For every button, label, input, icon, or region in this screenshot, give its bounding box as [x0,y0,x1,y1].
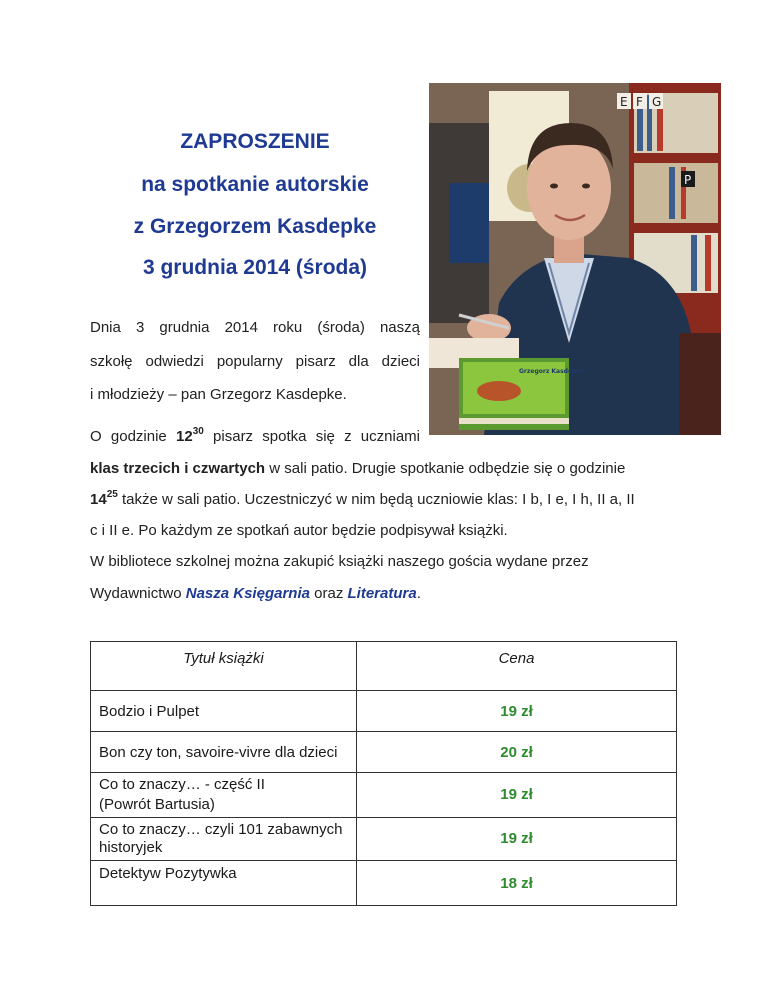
book-title: Bon czy ton, savoire-vivre dla dzieci [91,732,357,773]
book-title: Detektyw Pozytywka [91,861,357,906]
first-meeting-classes: klas trzecich i czwartych [90,460,266,477]
schedule-line-3 [90,491,677,508]
book-price: 18 zł [357,861,677,906]
library-line-2: Wydawnictwo Nasza Księgarnia oraz Literatura. [90,585,421,602]
publisher-literatura: Literatura [347,585,417,602]
second-meeting-time: $14^{25}$ [90,489,118,508]
intro-line-2: szkołę odwiedzi popularny pisarz dla dzieci [90,353,420,370]
books-price-table [90,641,677,906]
table-header-row [91,642,677,691]
book-price: 19 zł [357,691,677,732]
publisher-nasza-ksiegarnia: Nasza Księgarnia [185,585,310,602]
schedule-prefix: O godzinie [90,428,167,445]
title-invitation: ZAPROSZENIE [180,130,330,153]
book-cover-title: Grzegorz Kasdepke [519,368,585,375]
table-row [91,691,677,732]
shelf-letter-p: P [684,173,692,187]
table-row [91,732,677,773]
schedule-line-4: c i II e. Po każdym ze spotkań autor będzie podpisywał książki. [90,522,508,539]
library-line-1: W bibliotece szkolnej można zakupić książki naszego gościa wydane przez [90,553,589,570]
book-price: 19 zł [357,773,677,818]
title-author: z Grzegorzem Kasdepke [133,215,377,238]
intro-line-3: i młodzieży – pan Grzegorz Kasdepke. [90,386,347,403]
shelf-letter-f: F [636,95,643,109]
shelf-letter-e: E [620,95,628,109]
header-price: Cena [357,642,677,691]
schedule-suffix: pisarz spotka się z uczniami [213,428,420,445]
table-row [91,861,677,906]
shelf-letter-g: G [652,95,662,109]
title-meeting: na spotkanie autorskie [141,173,369,196]
schedule-line-3-text: także w sali patio. Uczestniczyć w nim będą uczniowie klas: I b, I e, I h, II a, II [121,491,635,508]
book-title: Co to znaczy… - część II (Powrót Bartusia) [91,773,357,818]
table-row [91,773,677,818]
book-title: Bodzio i Pulpet [91,691,357,732]
author-photo-illustration [429,83,721,435]
author-photo [429,83,721,435]
title-date: 3 grudnia 2014 (środa) [142,256,368,279]
schedule-line-2 [90,460,677,477]
table-row [91,818,677,861]
intro-line-1: Dnia 3 grudnia 2014 roku (środa) naszą [90,319,420,336]
header-title: Tytuł książki [91,642,357,691]
book-title: Co to znaczy… czyli 101 zabawnych historyjek [91,818,357,861]
schedule-line-2-text: w sali patio. Drugie spotkanie odbędzie się o godzinie [269,460,626,477]
book-price: 20 zł [357,732,677,773]
book-price: 19 zł [357,818,677,861]
schedule-line-1 [90,428,420,445]
first-meeting-time: $12^{30}$ [176,426,204,445]
